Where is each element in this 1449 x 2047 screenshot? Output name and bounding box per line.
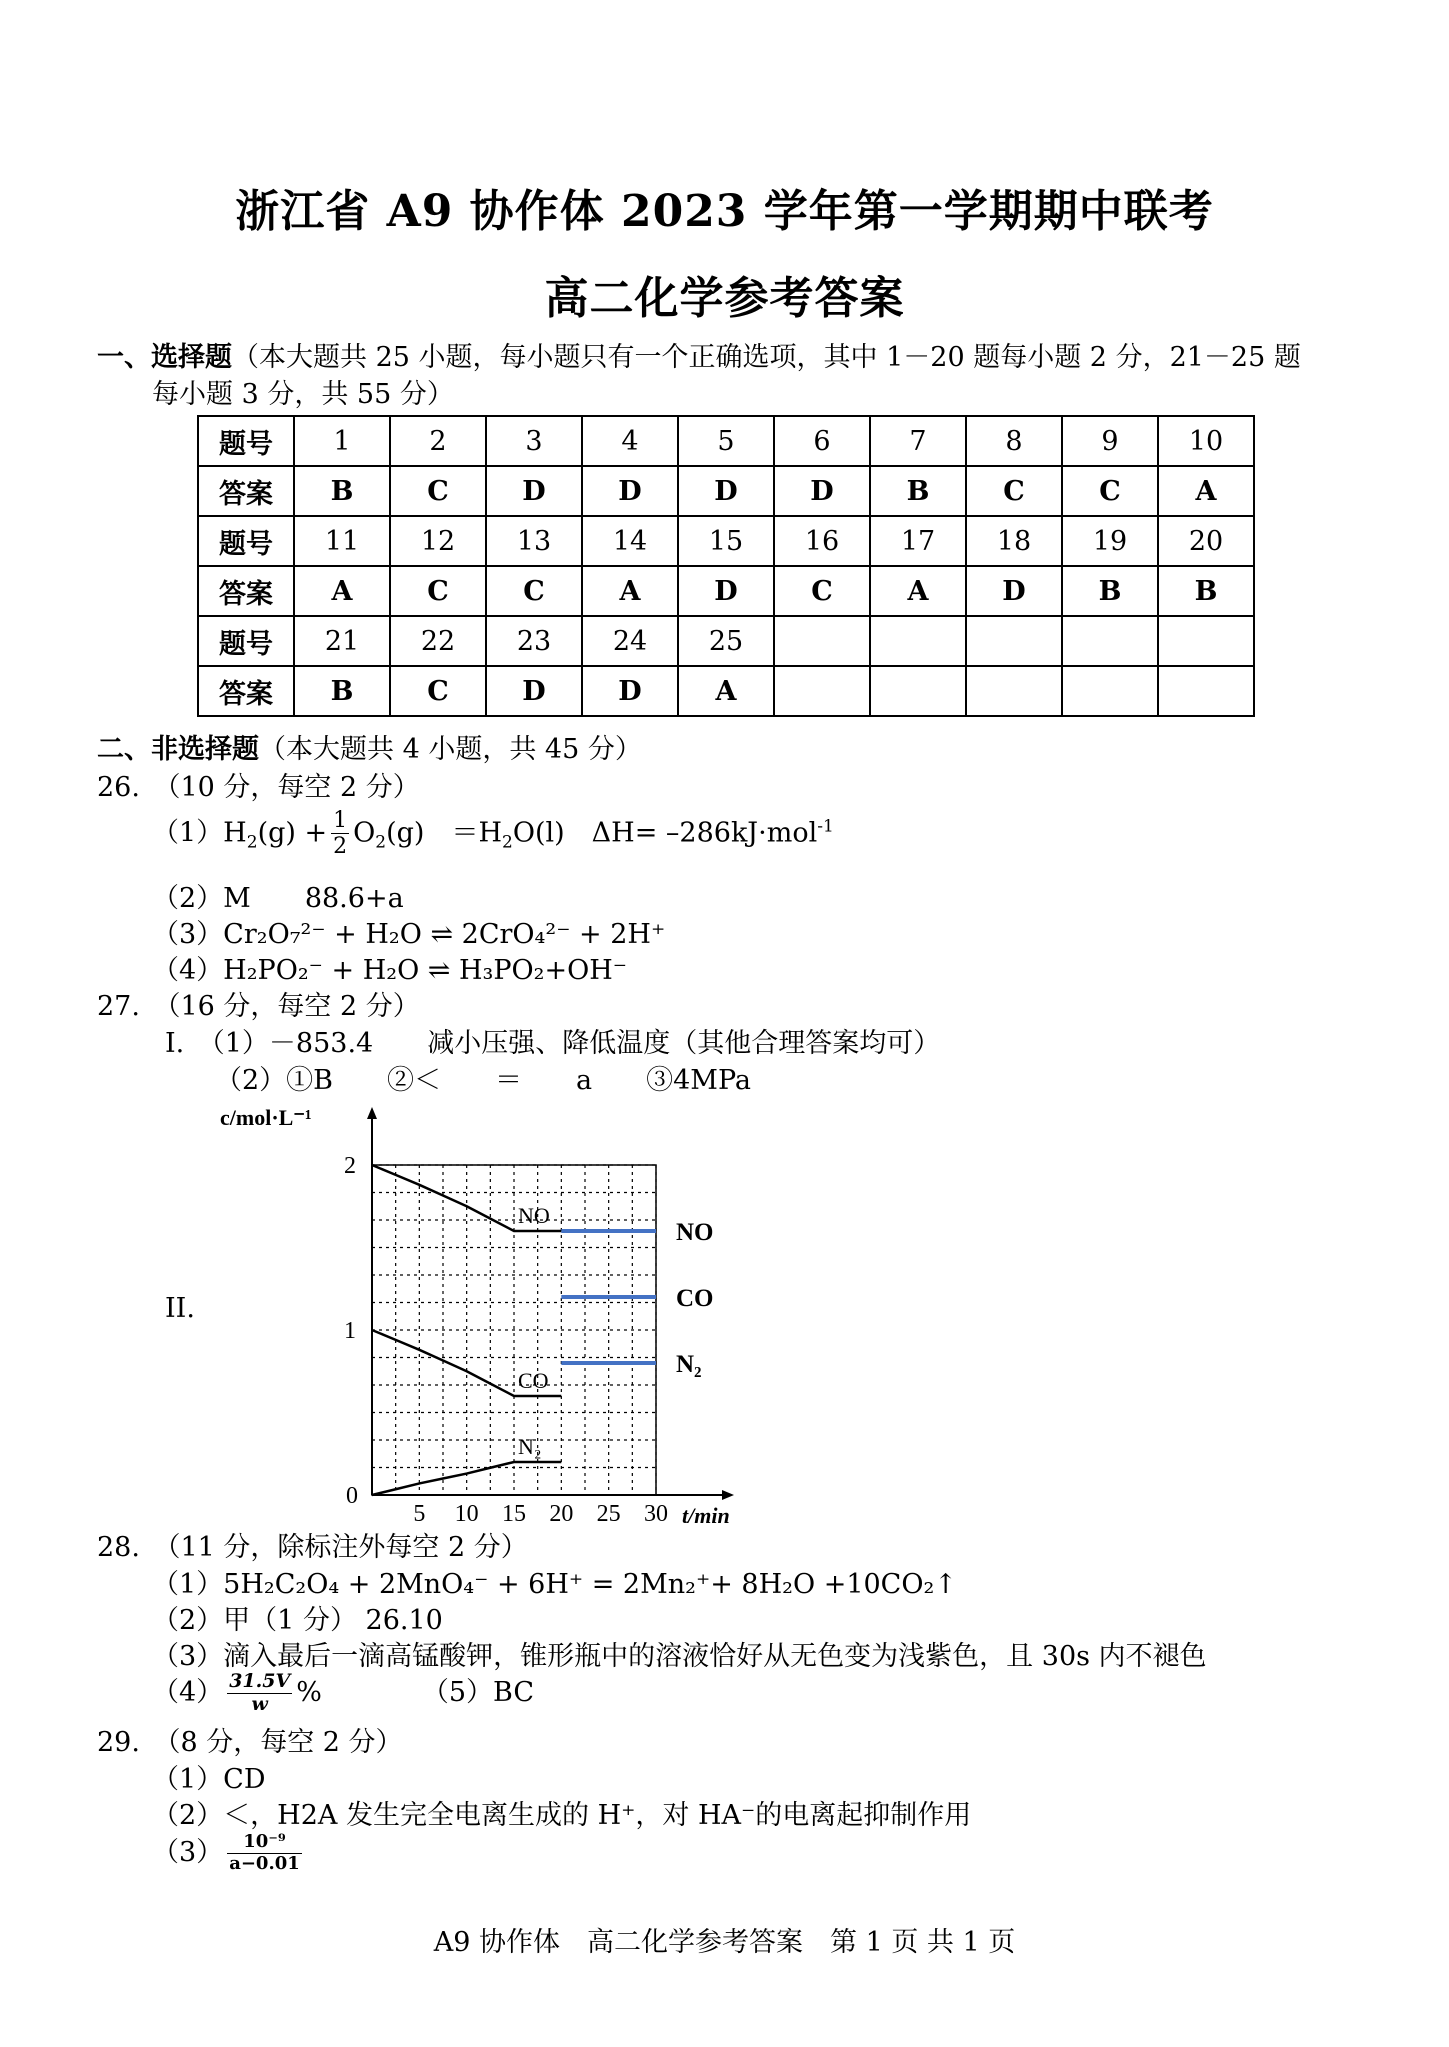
question-number-row bbox=[198, 416, 1254, 466]
answer-cell: D bbox=[678, 566, 774, 616]
answer-cell: A bbox=[582, 566, 678, 616]
q28-part1: （1）5H₂C₂O₄ + 2MnO₄⁻ + 6H⁺ = 2Mn₂⁺+ 8H₂O +10CO₂↑ bbox=[152, 1569, 957, 1600]
q28-head: 28. （11 分，除标注外每空 2 分） bbox=[97, 1532, 528, 1563]
series-label: CO bbox=[518, 1368, 549, 1393]
section2-line bbox=[97, 727, 642, 766]
answer-cell: A bbox=[1158, 466, 1254, 516]
section2-desc: （本大题共 4 小题，共 45 分） bbox=[259, 734, 642, 765]
q26-p1-c: (g) ＝H bbox=[386, 817, 502, 849]
answer-row bbox=[198, 666, 1254, 716]
page-footer: A9 协作体 高二化学参考答案 第 1 页 共 1 页 bbox=[433, 1927, 1016, 1958]
x-tick-label: 20 bbox=[549, 1501, 574, 1527]
section1-desc2: 每小题 3 分，共 55 分） bbox=[152, 379, 454, 410]
y-tick-label: 2 bbox=[344, 1153, 356, 1179]
q26-p1-prefix: （1）H bbox=[152, 817, 247, 849]
q27-part-i1: I. （1）－853.4 减小压强、降低温度（其他合理答案均可） bbox=[165, 1028, 941, 1059]
answer-cell: B bbox=[1062, 566, 1158, 616]
x-axis-label: t/min bbox=[682, 1503, 730, 1528]
section1-heading: 一、选择题 bbox=[97, 342, 232, 373]
q28-p4-prefix: （4） bbox=[152, 1677, 224, 1708]
series-label: NO bbox=[518, 1203, 550, 1228]
answer-line-label: N₂ bbox=[676, 1351, 702, 1378]
q26-part4: （4）H₂PO₂⁻ + H₂O ⇌ H₃PO₂+OH⁻ bbox=[152, 955, 628, 986]
question-number-cell: 6 bbox=[774, 416, 870, 466]
y-tick-label: 1 bbox=[344, 1318, 356, 1344]
q29-part1: （1）CD bbox=[152, 1764, 266, 1795]
answer-cell bbox=[966, 666, 1062, 716]
answer-cell: C bbox=[774, 566, 870, 616]
question-number-cell: 24 bbox=[582, 616, 678, 666]
question-number-cell: 18 bbox=[966, 516, 1062, 566]
q29-part3 bbox=[152, 1830, 306, 1875]
page-title: 浙江省 A9 协作体 2023 学年第一学期期中联考 bbox=[235, 186, 1214, 237]
x-tick-label: 15 bbox=[502, 1501, 526, 1527]
question-number-cell: 8 bbox=[966, 416, 1062, 466]
q28-p4-fraction: $\frac{31.5V}{w}$ bbox=[229, 1670, 291, 1715]
y-axis-label: c/mol·L⁻¹ bbox=[220, 1105, 312, 1130]
concentration-chart bbox=[200, 1090, 780, 1540]
answer-cell: C bbox=[486, 566, 582, 616]
question-number-cell: 12 bbox=[390, 516, 486, 566]
q29-part2: （2）＜，H2A 发生完全电离生成的 H⁺，对 HA⁻的电离起抑制作用 bbox=[152, 1800, 972, 1831]
answer-line-label: NO bbox=[676, 1219, 714, 1246]
question-number-cell: 22 bbox=[390, 616, 486, 666]
q28-part2: （2）甲（1 分） 26.10 bbox=[152, 1605, 443, 1636]
question-number-cell: 21 bbox=[294, 616, 390, 666]
q28-part4-5 bbox=[152, 1670, 534, 1716]
question-number-cell: 7 bbox=[870, 416, 966, 466]
section1-desc1: （本大题共 25 小题，每小题只有一个正确选项，其中 1－20 题每小题 2 分，21－25 题 bbox=[232, 342, 1301, 373]
answer-cell: B bbox=[294, 666, 390, 716]
series-label: N₂ bbox=[518, 1434, 542, 1459]
question-number-cell: 14 bbox=[582, 516, 678, 566]
y-axis-arrow bbox=[367, 1107, 377, 1119]
question-number-label: 题号 bbox=[198, 516, 294, 566]
answer-table bbox=[197, 415, 1255, 717]
answer-label: 答案 bbox=[198, 566, 294, 616]
question-number-cell: 13 bbox=[486, 516, 582, 566]
q26-p1-sup: -1 bbox=[817, 816, 834, 837]
answer-row bbox=[198, 566, 1254, 616]
question-number-cell: 10 bbox=[1158, 416, 1254, 466]
question-number-cell bbox=[1062, 616, 1158, 666]
answer-cell: D bbox=[582, 666, 678, 716]
section2-heading: 二、非选择题 bbox=[97, 734, 259, 765]
q26-head: 26. （10 分，每空 2 分） bbox=[97, 772, 420, 803]
q29-p3-fraction: $\frac{\text{10⁻⁹}}{a-0.01}$ bbox=[229, 1831, 300, 1874]
question-number-cell: 5 bbox=[678, 416, 774, 466]
x-axis-arrow bbox=[722, 1490, 734, 1500]
question-number-cell: 23 bbox=[486, 616, 582, 666]
answer-cell bbox=[1062, 666, 1158, 716]
answer-label: 答案 bbox=[198, 666, 294, 716]
half-fraction: $\frac{1}{2}$ bbox=[333, 808, 348, 860]
answer-cell: D bbox=[678, 466, 774, 516]
question-number-cell bbox=[966, 616, 1062, 666]
q26-p1-d: O(l) ΔH= –286kJ·mol bbox=[512, 817, 818, 849]
answer-label: 答案 bbox=[198, 466, 294, 516]
x-tick-label: 10 bbox=[454, 1501, 479, 1527]
question-number-label: 题号 bbox=[198, 416, 294, 466]
question-number-cell: 25 bbox=[678, 616, 774, 666]
answer-cell: C bbox=[966, 466, 1062, 516]
question-number-cell: 4 bbox=[582, 416, 678, 466]
q26-part2: （2）M 88.6+a bbox=[152, 883, 404, 914]
question-number-cell: 2 bbox=[390, 416, 486, 466]
answer-cell: D bbox=[486, 466, 582, 516]
question-number-cell: 19 bbox=[1062, 516, 1158, 566]
answer-cell: B bbox=[294, 466, 390, 516]
question-number-cell: 3 bbox=[486, 416, 582, 466]
question-number-cell: 16 bbox=[774, 516, 870, 566]
question-number-cell: 1 bbox=[294, 416, 390, 466]
q26-p1-a: (g) + bbox=[257, 817, 328, 849]
section1-line1 bbox=[97, 335, 1301, 374]
question-number-row bbox=[198, 516, 1254, 566]
answer-cell: C bbox=[390, 666, 486, 716]
question-number-cell: 15 bbox=[678, 516, 774, 566]
q28-part3: （3）滴入最后一滴高锰酸钾，锥形瓶中的溶液恰好从无色变为浅紫色，且 30s 内不褪色 bbox=[152, 1641, 1207, 1672]
answer-line-label: CO bbox=[676, 1285, 714, 1312]
question-number-cell: 20 bbox=[1158, 516, 1254, 566]
answer-cell bbox=[1158, 666, 1254, 716]
q29-p3-prefix: （3） bbox=[152, 1837, 224, 1868]
q29-head: 29. （8 分，每空 2 分） bbox=[97, 1727, 403, 1758]
answer-cell bbox=[774, 666, 870, 716]
q26-part3: （3）Cr₂O₇²⁻ + H₂O ⇌ 2CrO₄²⁻ + 2H⁺ bbox=[152, 919, 666, 950]
q27-head: 27. （16 分，每空 2 分） bbox=[97, 991, 420, 1022]
answer-cell: A bbox=[870, 566, 966, 616]
q28-p4-suffix: % bbox=[296, 1677, 322, 1708]
answer-cell: C bbox=[390, 466, 486, 516]
q26-p1-b: O bbox=[353, 817, 376, 849]
origin-label: 0 bbox=[346, 1483, 358, 1509]
answer-cell: D bbox=[486, 666, 582, 716]
answer-cell: D bbox=[582, 466, 678, 516]
question-number-cell bbox=[870, 616, 966, 666]
x-tick-label: 30 bbox=[644, 1501, 668, 1527]
question-number-cell: 9 bbox=[1062, 416, 1158, 466]
answer-row bbox=[198, 466, 1254, 516]
answer-cell bbox=[870, 666, 966, 716]
answer-cell: B bbox=[870, 466, 966, 516]
question-number-row bbox=[198, 616, 1254, 666]
question-number-cell bbox=[774, 616, 870, 666]
answer-cell: C bbox=[390, 566, 486, 616]
answer-cell: A bbox=[678, 666, 774, 716]
question-number-cell: 17 bbox=[870, 516, 966, 566]
answer-cell: C bbox=[1062, 466, 1158, 516]
q28-part5: （5）BC bbox=[421, 1677, 535, 1708]
answer-cell: A bbox=[294, 566, 390, 616]
answer-cell: D bbox=[774, 466, 870, 516]
question-number-label: 题号 bbox=[198, 616, 294, 666]
q27-part-i2: （2）①B ②＜ ＝ a ③4MPa bbox=[215, 1065, 751, 1096]
page-subtitle: 高二化学参考答案 bbox=[544, 273, 905, 324]
q26-part1: $(1)H_2(g)$ + $\frac{1}{2}$ $O_2(g)$ $=H_2O(l)$ ΔH= –286kJ·mol$^{-1}$ bbox=[152, 808, 834, 860]
q27-part-ii-label: II. bbox=[165, 1293, 195, 1324]
x-tick-label: 25 bbox=[596, 1501, 621, 1527]
answer-cell: B bbox=[1158, 566, 1254, 616]
x-tick-label: 5 bbox=[413, 1501, 426, 1527]
question-number-cell: 11 bbox=[294, 516, 390, 566]
answer-cell: D bbox=[966, 566, 1062, 616]
question-number-cell bbox=[1158, 616, 1254, 666]
